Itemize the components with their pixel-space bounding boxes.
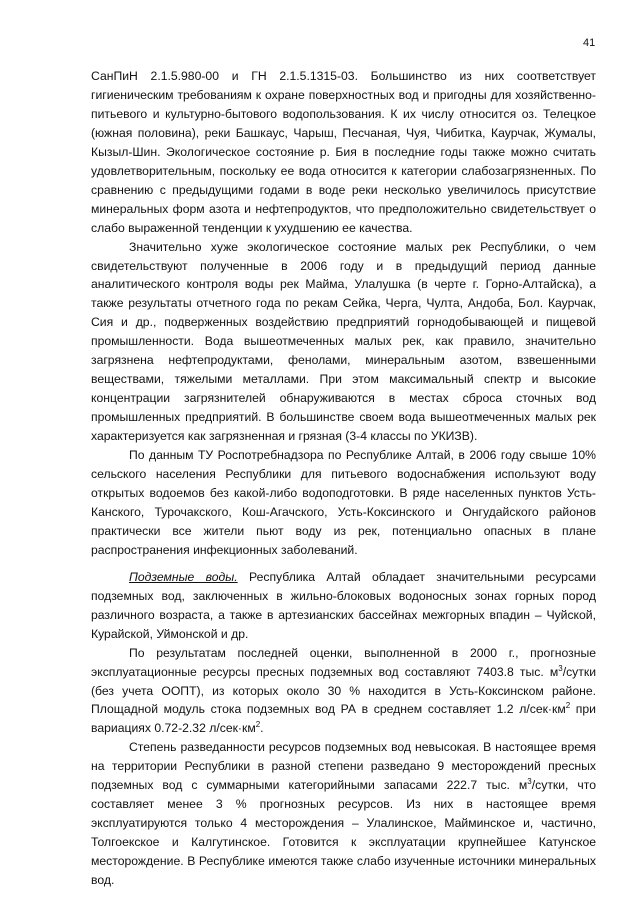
paragraph-forecast-resources — [91, 644, 596, 739]
page-number: 41 — [583, 37, 596, 49]
superscript-cubic: 3 — [558, 663, 563, 673]
forecast-text-4: . — [260, 721, 264, 736]
superscript-square: 2 — [255, 720, 261, 730]
paragraph-rural-water-supply: По данным ТУ Роспотребнадзора по Республике Алтай, в 2006 году свыше 10% сельского населения Республики для питьевого водоснабжения используют воду открытых водоемов без какой-либо водоподготовки. В ряде населенных пунктов Усть-Канского, Турочакского, Кош-Агачского, Усть-Коксинского и Онгудайского районов практически все жители пьют воду из рек, потенциально опасных в плане распространения инфекционных заболеваний. — [91, 448, 596, 557]
paragraph-sanpin-rivers: СанПиН 2.1.5.980-00 и ГН 2.1.5.1315-03. Большинство из них соответствует гигиеническим требованиям к охране поверхностных вод и пригодны для хозяйственно-питьевого и культурно-бытового водопользования. К их числу относится оз. Телецкое (южная половина), реки Башкаус, Чарыш, Песчаная, Чуя, Чибитка, Каурчак, Жумалы, Кызыл-Шин. Экологическое состояние р. Бия в последние годы также можно считать удовлетворительным, поскольку ее вода относится к категории слабозагрязненных. По сравнению с предыдущими годами в воде реки несколько увеличилось присутствие минеральных форм азота и нефтепродуктов, что предположительно свидетельствует о слабо выраженной тенденции к ухудшению ее качества. — [91, 69, 596, 235]
groundwater-text: Республика Алтай обладает значительными ресурсами подземных вод, заключенных в жильно-блоковых водоносных зонах горных пород различного возраста, а также в артезианских бассейнах межгорных впадин – Чуйской, Курайской, Уймонской и др. — [91, 569, 597, 641]
exploration-text-2: /сутки, что составляет менее 3 % прогнозных ресурсов. Из них в настоящее время эксплуатируются только 4 месторождения – Улалинское, Майминское и, частично, Толгоекское и Калгутинское. Готовится к эксплуатации крупнейшее Катунское месторождение. В Республике имеются также слабо изученные источники минеральных вод. — [91, 778, 596, 888]
paragraph-exploration-degree — [91, 738, 596, 890]
document-body — [91, 67, 596, 890]
paragraph-groundwater — [91, 568, 596, 644]
superscript-cubic: 3 — [527, 777, 532, 787]
section-heading-groundwater: Подземные воды. — [129, 569, 238, 584]
paragraph-small-rivers: Значительно хуже экологическое состояние малых рек Республики, о чем свидетельствуют полученные в 2006 году и в предыдущий период данные аналитического контроля воды рек Майма, Улалушка (в черте г. Горно-Алтайска), а также результаты отчетного года по рекам Сейка, Черга, Чулта, Андоба, Бол. Каурчак, Сия и др., подверженных воздействию предприятий горнодобывающей и пищевой промышленности. Вода вышеотмеченных малых рек, как правило, значительно загрязнена нефтепродуктами, фенолами, минеральным азотом, взвешенными веществами, тяжелыми металлами. При этом максимальный спектр и высокие концентрации загрязнителей обнаруживаются в местах сброса сточных вод промышленных предприятий. В большинстве своем вода вышеотмеченных малых рек характеризуется как загрязненная и грязная (3-4 классы по УКИЗВ). — [91, 239, 596, 444]
exploration-text-1: Степень разведанности ресурсов подземных вод невысокая. В настоящее время на территории Республики в разной степени разведано 9 месторождений пресных подземных вод с суммарными категорийными запасами 222.7 тыс. м — [91, 740, 596, 793]
forecast-text-2: /сутки (без учета ООПТ), из которых около 30 % находится в Усть-Коксинском районе. Площадной модуль стока подземных вод РА в среднем составляет 1.2 л/сек·км — [91, 664, 596, 717]
forecast-text-3: при вариациях 0.72-2.32 л/сек·км — [91, 702, 596, 736]
superscript-square: 2 — [565, 701, 571, 711]
forecast-text-1: По результатам последней оценки, выполненной в 2000 г., прогнозные эксплуатационные ресурсы пресных подземных вод составляют 7403.8 тыс. м — [91, 645, 596, 679]
